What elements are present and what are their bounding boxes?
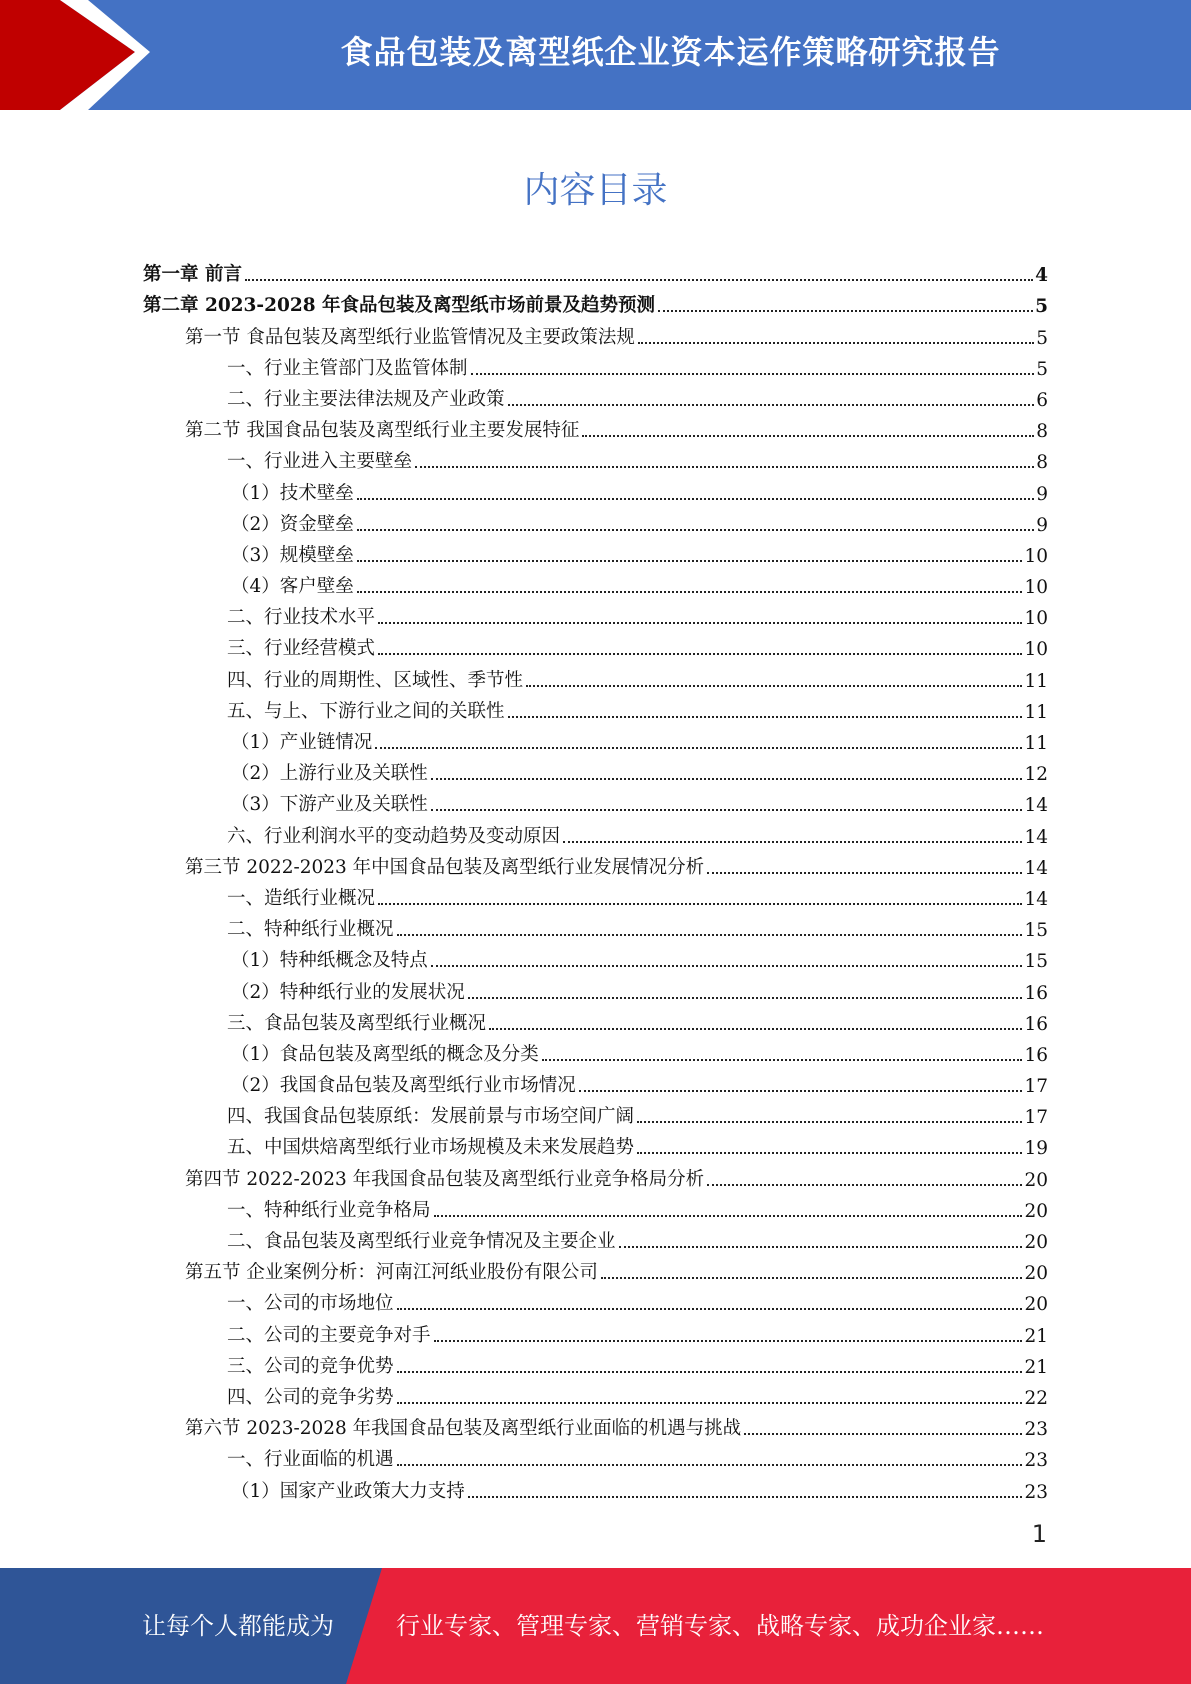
- toc-entry-page: 20: [1024, 1169, 1048, 1191]
- toc-entry-page: 15: [1024, 951, 1048, 973]
- toc-entry-page: 14: [1024, 857, 1048, 879]
- toc-entry[interactable]: [143, 879, 1048, 910]
- toc-entry-text: （2）资金壁垒: [231, 513, 354, 535]
- toc-title: 内容目录: [523, 170, 668, 211]
- toc-dot-leader: [431, 965, 1023, 967]
- toc-entry[interactable]: [143, 349, 1048, 380]
- toc-entry[interactable]: [143, 1378, 1048, 1409]
- footer-slogan-right: 行业专家、管理专家、营销专家、战略专家、成功企业家……: [396, 1612, 1044, 1640]
- toc-entry-page: 5: [1036, 358, 1048, 380]
- toc-entry[interactable]: [143, 536, 1048, 567]
- toc-dot-leader: [397, 1308, 1023, 1310]
- table-of-contents: [143, 255, 1048, 1503]
- toc-entry-page: 23: [1024, 1419, 1048, 1441]
- toc-entry-text: 一、特种纸行业竞争格局: [227, 1199, 431, 1221]
- toc-entry[interactable]: [143, 1471, 1048, 1502]
- toc-dot-leader: [638, 342, 1034, 344]
- page-number: 1: [1031, 1520, 1047, 1548]
- toc-entry-page: 22: [1024, 1387, 1048, 1409]
- toc-entry[interactable]: [143, 972, 1048, 1003]
- toc-entry-page: 6: [1036, 389, 1048, 411]
- toc-dot-leader: [245, 279, 1033, 281]
- toc-entry[interactable]: [143, 910, 1048, 941]
- toc-entry-text: 第六节 2023-2028 年我国食品包装及离型纸行业面临的机遇与挑战: [185, 1418, 742, 1440]
- toc-entry-page: 14: [1024, 795, 1048, 817]
- toc-entry[interactable]: [143, 1284, 1048, 1315]
- toc-entry[interactable]: [143, 1253, 1048, 1284]
- toc-entry-text: （3）下游产业及关联性: [231, 794, 428, 816]
- toc-dot-leader: [378, 622, 1022, 624]
- toc-entry-page: 8: [1036, 421, 1048, 443]
- toc-dot-leader: [542, 1059, 1023, 1061]
- toc-entry-text: 六、行业利润水平的变动趋势及变动原因: [227, 825, 561, 847]
- toc-entry-text: 第二节 我国食品包装及离型纸行业主要发展特征: [185, 420, 580, 442]
- toc-entry-text: （1）食品包装及离型纸的概念及分类: [231, 1043, 539, 1065]
- toc-entry-page: 9: [1036, 514, 1048, 536]
- toc-entry[interactable]: [143, 848, 1048, 879]
- toc-entry-text: 五、中国烘焙离型纸行业市场规模及未来发展趋势: [227, 1137, 635, 1159]
- toc-entry[interactable]: [143, 1347, 1048, 1378]
- toc-entry-text: 第二章 2023-2028 年食品包装及离型纸市场前景及趋势预测: [143, 295, 656, 317]
- toc-dot-leader: [378, 653, 1022, 655]
- toc-entry[interactable]: [143, 785, 1048, 816]
- toc-entry-page: 21: [1024, 1356, 1048, 1378]
- toc-entry-page: 4: [1035, 265, 1048, 287]
- footer-slogan-left: 让每个人都能成为: [142, 1612, 334, 1640]
- toc-entry-text: （2）特种纸行业的发展状况: [231, 981, 465, 1003]
- toc-entry-text: 二、特种纸行业概况: [227, 919, 394, 941]
- toc-dot-leader: [707, 872, 1022, 874]
- toc-entry-text: 一、造纸行业概况: [227, 887, 376, 909]
- toc-dot-leader: [357, 498, 1034, 500]
- toc-entry-page: 23: [1024, 1450, 1048, 1472]
- toc-entry-page: 15: [1024, 920, 1048, 942]
- toc-entry-text: 第一章 前言: [143, 264, 242, 286]
- page-header: [0, 0, 1191, 110]
- toc-dot-leader: [582, 435, 1034, 437]
- toc-dot-leader: [526, 685, 1022, 687]
- toc-entry[interactable]: [143, 598, 1048, 629]
- toc-dot-leader: [508, 404, 1035, 406]
- toc-entry[interactable]: [143, 629, 1048, 660]
- toc-entry-page: 19: [1024, 1138, 1048, 1160]
- toc-entry-text: （2）上游行业及关联性: [231, 763, 428, 785]
- toc-entry[interactable]: [143, 255, 1048, 286]
- toc-entry[interactable]: [143, 1097, 1048, 1128]
- toc-entry-page: 20: [1024, 1200, 1048, 1222]
- toc-entry[interactable]: [143, 941, 1048, 972]
- toc-entry-text: 二、食品包装及离型纸行业竞争情况及主要企业: [227, 1231, 616, 1252]
- toc-entry[interactable]: [143, 1128, 1048, 1159]
- toc-dot-leader: [468, 997, 1023, 999]
- toc-entry-page: 14: [1024, 888, 1048, 910]
- toc-entry-page: 9: [1036, 483, 1048, 505]
- toc-entry[interactable]: [143, 286, 1048, 317]
- toc-entry[interactable]: [143, 1066, 1048, 1097]
- toc-entry[interactable]: [143, 754, 1048, 785]
- toc-entry[interactable]: [143, 1315, 1048, 1346]
- toc-entry-text: （4）客户壁垒: [231, 576, 354, 598]
- toc-entry-page: 16: [1024, 1013, 1048, 1035]
- toc-dot-leader: [378, 903, 1022, 905]
- toc-dot-leader: [357, 560, 1023, 562]
- toc-entry-text: （1）特种纸概念及特点: [231, 950, 428, 972]
- toc-entry[interactable]: [143, 473, 1048, 504]
- toc-entry[interactable]: [143, 1191, 1048, 1222]
- toc-entry-text: （2）我国食品包装及离型纸行业市场情况: [231, 1075, 576, 1097]
- toc-entry-text: 第五节 企业案例分析：河南江河纸业股份有限公司: [185, 1262, 598, 1284]
- toc-dot-leader: [637, 1152, 1022, 1154]
- toc-dot-leader: [579, 1090, 1023, 1092]
- toc-entry-text: 二、公司的主要竞争对手: [227, 1324, 431, 1346]
- toc-entry-text: 五、与上、下游行业之间的关联性: [227, 700, 505, 722]
- toc-entry-text: 第四节 2022-2023 年我国食品包装及离型纸行业竞争格局分析: [185, 1168, 705, 1190]
- toc-dot-leader: [489, 1028, 1022, 1030]
- page-footer: [0, 1568, 1191, 1684]
- toc-entry[interactable]: [143, 411, 1048, 442]
- toc-entry-page: 16: [1024, 1044, 1048, 1066]
- toc-entry[interactable]: [143, 1222, 1048, 1253]
- toc-entry[interactable]: [143, 1440, 1048, 1471]
- toc-entry-text: 三、公司的竞争优势: [227, 1355, 394, 1377]
- toc-entry-text: 二、行业技术水平: [227, 607, 376, 629]
- toc-entry-text: 四、公司的竞争劣势: [227, 1386, 394, 1408]
- toc-dot-leader: [619, 1246, 1023, 1248]
- toc-entry-text: 一、行业进入主要壁垒: [227, 451, 413, 473]
- header-title: 食品包装及离型纸企业资本运作策略研究报告: [340, 33, 1001, 71]
- toc-entry[interactable]: [143, 692, 1048, 723]
- toc-entry-page: 17: [1024, 1107, 1048, 1129]
- toc-entry-page: 11: [1024, 733, 1048, 754]
- toc-dot-leader: [744, 1433, 1022, 1435]
- toc-dot-leader: [468, 1496, 1023, 1498]
- toc-dot-leader: [397, 1402, 1023, 1404]
- toc-entry[interactable]: [143, 1159, 1048, 1190]
- toc-dot-leader: [471, 373, 1035, 375]
- toc-entry[interactable]: [143, 442, 1048, 473]
- toc-entry-text: 三、行业经营模式: [227, 638, 376, 660]
- toc-entry-text: （1）产业链情况: [231, 732, 373, 753]
- toc-entry-page: 5: [1035, 296, 1048, 318]
- toc-dot-leader: [397, 1371, 1023, 1373]
- toc-entry[interactable]: [143, 723, 1048, 754]
- toc-dot-leader: [707, 1184, 1022, 1186]
- toc-dot-leader: [508, 716, 1023, 718]
- toc-dot-leader: [357, 529, 1034, 531]
- toc-dot-leader: [431, 778, 1023, 780]
- toc-entry-page: 10: [1024, 577, 1048, 599]
- toc-entry-page: 23: [1024, 1481, 1048, 1503]
- toc-dot-leader: [563, 841, 1022, 843]
- toc-entry-page: 11: [1024, 670, 1048, 692]
- toc-entry[interactable]: [143, 1035, 1048, 1066]
- toc-dot-leader: [601, 1277, 1023, 1279]
- toc-entry[interactable]: [143, 380, 1048, 411]
- toc-entry-text: 四、行业的周期性、区域性、季节性: [227, 669, 524, 691]
- toc-entry[interactable]: [143, 660, 1048, 691]
- toc-entry-page: 10: [1024, 639, 1048, 661]
- toc-dot-leader: [637, 1121, 1022, 1123]
- toc-entry-text: 第三节 2022-2023 年中国食品包装及离型纸行业发展情况分析: [185, 856, 705, 878]
- toc-dot-leader: [434, 1340, 1023, 1342]
- toc-entry-page: 20: [1024, 1232, 1048, 1253]
- toc-entry-text: 四、我国食品包装原纸：发展前景与市场空间广阔: [227, 1106, 635, 1128]
- toc-entry-page: 12: [1024, 764, 1048, 786]
- toc-entry[interactable]: [143, 1409, 1048, 1440]
- toc-entry[interactable]: [143, 505, 1048, 536]
- toc-entry[interactable]: [143, 1004, 1048, 1035]
- toc-entry-page: 5: [1036, 327, 1048, 349]
- toc-entry-page: 21: [1024, 1325, 1048, 1347]
- toc-entry-text: 三、食品包装及离型纸行业概况: [227, 1012, 487, 1034]
- toc-entry-text: （1）技术壁垒: [231, 482, 354, 504]
- toc-entry-page: 10: [1024, 545, 1048, 567]
- toc-entry-page: 17: [1024, 1076, 1048, 1098]
- toc-entry-text: 二、行业主要法律法规及产业政策: [227, 388, 505, 410]
- toc-entry-page: 11: [1024, 701, 1048, 723]
- toc-entry[interactable]: [143, 317, 1048, 348]
- toc-entry-page: 20: [1024, 1294, 1048, 1316]
- toc-dot-leader: [658, 310, 1033, 312]
- toc-dot-leader: [397, 1464, 1023, 1466]
- toc-entry[interactable]: [143, 567, 1048, 598]
- toc-dot-leader: [434, 1215, 1023, 1217]
- toc-entry-page: 8: [1036, 452, 1048, 474]
- toc-dot-leader: [357, 591, 1023, 593]
- toc-entry-page: 10: [1024, 608, 1048, 630]
- toc-entry-text: 第一节 食品包装及离型纸行业监管情况及主要政策法规: [185, 326, 635, 348]
- toc-dot-leader: [415, 466, 1034, 468]
- toc-dot-leader: [431, 809, 1023, 811]
- toc-entry-page: 16: [1024, 982, 1048, 1004]
- toc-entry-text: 一、公司的市场地位: [227, 1293, 394, 1315]
- toc-dot-leader: [375, 747, 1022, 749]
- toc-entry-text: （3）规模壁垒: [231, 544, 354, 566]
- toc-entry-page: 14: [1024, 826, 1048, 848]
- toc-entry-text: （1）国家产业政策大力支持: [231, 1480, 465, 1502]
- toc-dot-leader: [397, 934, 1023, 936]
- toc-entry-text: 一、行业面临的机遇: [227, 1449, 394, 1471]
- toc-entry-text: 一、行业主管部门及监管体制: [227, 357, 468, 379]
- toc-entry[interactable]: [143, 816, 1048, 847]
- toc-entry-page: 20: [1024, 1263, 1048, 1285]
